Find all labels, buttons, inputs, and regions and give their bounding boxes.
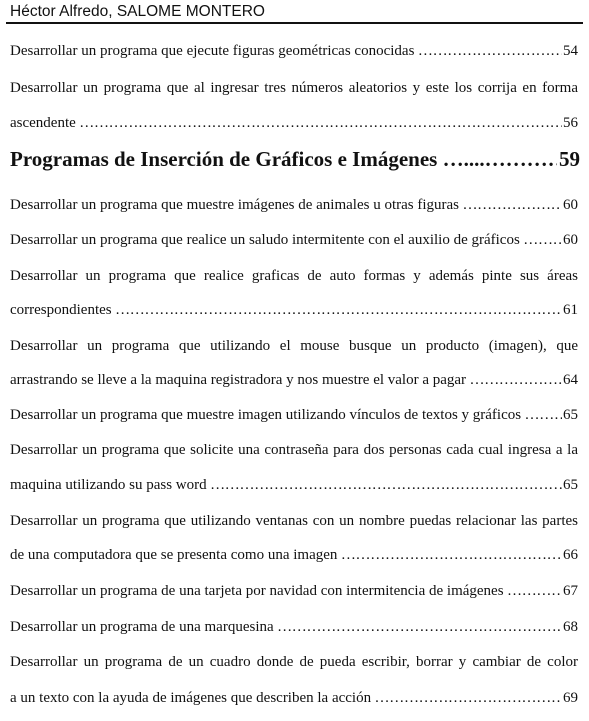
page-header <box>0 0 589 26</box>
toc-page-number: 67 <box>563 583 578 599</box>
toc-entry <box>10 583 578 600</box>
toc-page-number: 60 <box>563 197 578 213</box>
toc-entry-text: Desarrollar un programa que ejecute figuras geométricas conocidas ………………………………………………………………………………………………………………………………………………………………………………………… <box>10 43 562 60</box>
toc-entry <box>10 115 578 132</box>
toc-entry <box>10 477 578 494</box>
toc-entry <box>10 619 578 636</box>
toc-page-number: 61 <box>563 302 578 318</box>
header-rule <box>6 22 583 24</box>
toc-page-number: 64 <box>563 372 578 388</box>
toc-entry-line: Desarrollar un programa que solicite una contraseña para dos personas cada cual ingresa a la <box>10 442 578 458</box>
toc-entry-text: Desarrollar un programa que muestre imagen utilizando vínculos de textos y gráficos ………………………………………………………………………………………………………………………………………………………………………………………… <box>10 407 562 424</box>
toc-entry-text: a un texto con la ayuda de imágenes que describen la acción ………………………………………………………………………………………………………………………………………………………………………………………… <box>10 690 562 707</box>
author-name: Héctor Alfredo, SALOME MONTERO <box>10 3 265 20</box>
toc-page-number: 65 <box>563 407 578 423</box>
toc-entry-line: Desarrollar un programa que al ingresar tres números aleatorios y este los corrija en forma <box>10 80 578 96</box>
toc-page-number: 54 <box>563 43 578 59</box>
toc-entry <box>10 232 578 249</box>
section-title: Programas de Inserción de Gráficos e Imágenes …....………………………………………………… <box>10 147 557 172</box>
toc-page-number: 68 <box>563 619 578 635</box>
toc-entry-text: de una computadora que se presenta como una imagen ………………………………………………………………………………………………………………………………………………………………………………………… <box>10 547 562 564</box>
toc-entry-line: Desarrollar un programa que utilizando el mouse busque un producto (imagen), que <box>10 338 578 354</box>
toc-entry <box>10 690 578 707</box>
toc-entry <box>10 407 578 424</box>
section-page-number: 59 <box>559 147 580 171</box>
toc-page-number: 65 <box>563 477 578 493</box>
toc-section-heading <box>10 147 580 172</box>
toc-entry-text: Desarrollar un programa que muestre imágenes de animales u otras figuras ………………………………………………………………………………………………………………………………………………………………………………………… <box>10 197 562 214</box>
toc-entry <box>10 547 578 564</box>
toc-entry <box>10 43 578 60</box>
toc-entry-line: Desarrollar un programa de un cuadro donde de pueda escribir, borrar y cambiar de color <box>10 654 578 670</box>
toc-page-number: 60 <box>563 232 578 248</box>
toc-entry <box>10 302 578 319</box>
toc-entry-text: arrastrando se lleve a la maquina registradora y nos muestre el valor a pagar ………………………………………………………………………………………………………………………………………………………………………………………… <box>10 372 562 389</box>
toc-page-number: 69 <box>563 690 578 706</box>
toc-entry-text: Desarrollar un programa de una tarjeta por navidad con intermitencia de imágenes ………………………………………………………………………………………………………………………………………………………………………………………… <box>10 583 562 600</box>
toc-entry <box>10 372 578 389</box>
toc-page-number: 56 <box>563 115 578 131</box>
toc-page-number: 66 <box>563 547 578 563</box>
toc-entry-text: Desarrollar un programa de una marquesina ………………………………………………………………………………………………………………………………………………………………………………………… <box>10 619 562 636</box>
toc-entry-text: ascendente ………………………………………………………………………………………………………………………………………………………………………………………… <box>10 115 562 132</box>
toc-entry-text: correspondientes ………………………………………………………………………………………………………………………………………………………………………………………… <box>10 302 562 319</box>
toc-entry-line: Desarrollar un programa que utilizando ventanas con un nombre puedas relacionar las partes <box>10 513 578 529</box>
toc-entry-line: Desarrollar un programa que realice graficas de auto formas y además pinte sus áreas <box>10 268 578 284</box>
toc-entry-text: Desarrollar un programa que realice un saludo intermitente con el auxilio de gráficos ………………………………………………………………………………………………………………………………………………………………………………………… <box>10 232 562 249</box>
toc-entry-text: maquina utilizando su pass word ………………………………………………………………………………………………………………………………………………………………………………………… <box>10 477 562 494</box>
toc-entry <box>10 197 578 214</box>
